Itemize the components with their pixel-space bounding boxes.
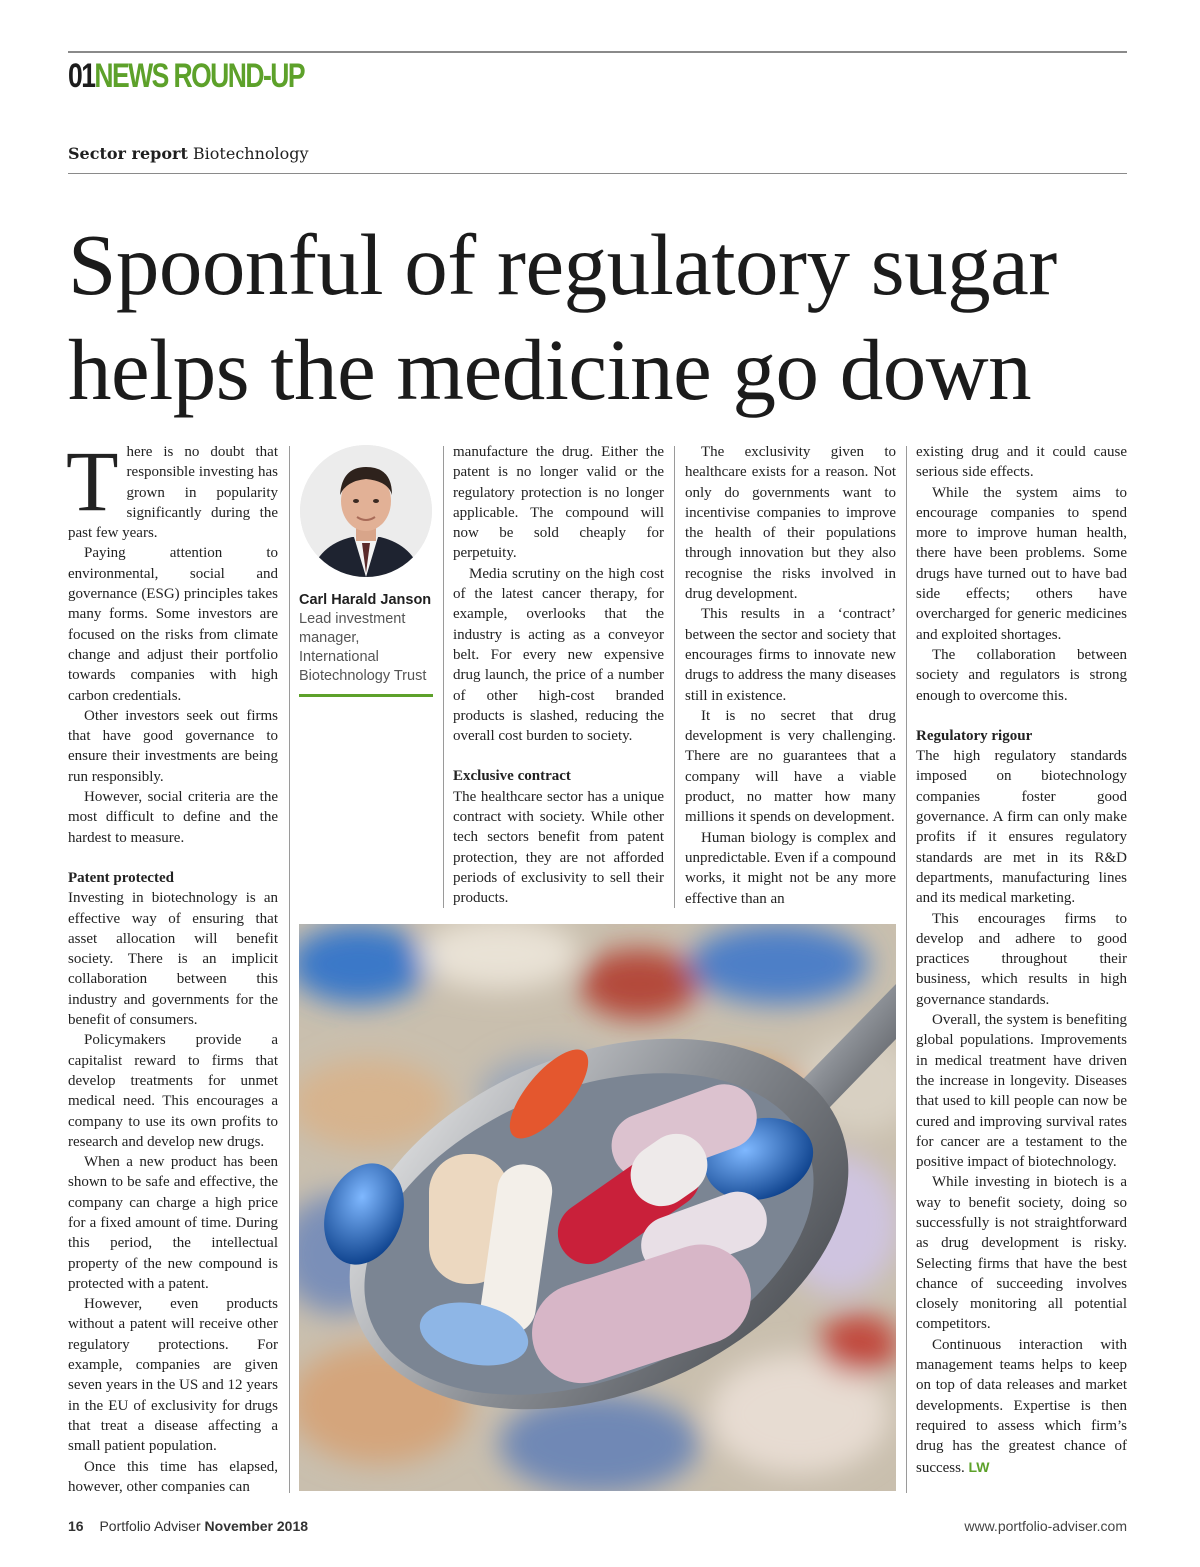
column-divider xyxy=(906,446,907,1493)
website-url: www.portfolio-adviser.com xyxy=(964,1518,1127,1534)
author-accent-bar xyxy=(299,694,433,697)
author-signoff: LW xyxy=(968,1458,990,1475)
subheading-exclusive-contract: Exclusive contract xyxy=(453,768,571,785)
article-paragraph: Media scrutiny on the high cost of the latest cancer therapy, for example, overlooks that the industry is acting as a conveyor belt. For every new expensive drug launch, the price of a number of other high-cost branded products is slashed, reducing the overall cost burden to society. xyxy=(453,565,664,745)
kicker-topic: Biotechnology xyxy=(192,144,309,163)
article-paragraph: This encourages firms to develop and adhere to good practices throughout their business, which results in high governance standards. xyxy=(916,910,1127,1008)
headline xyxy=(68,212,1168,422)
section-title: NEWS ROUND-UP xyxy=(94,57,304,95)
subheading-regulatory-rigour: Regulatory rigour xyxy=(916,727,1033,744)
subheading-patent-protected: Patent protected xyxy=(68,869,174,886)
article-paragraph: When a new product has been shown to be safe and effective, the company can charge a high price for a fixed amount of time. During this period, the intellectual property of the new compound is protected with a patent. xyxy=(68,1154,278,1292)
headline-line-2: helps the medicine go down xyxy=(68,321,1032,418)
page-footer xyxy=(68,1517,308,1535)
column-divider xyxy=(289,446,290,1493)
column-divider xyxy=(674,446,675,908)
article-paragraph: The high regulatory standards imposed on biotechnology companies foster good governance. A firm can only make profits if it ensures regulatory standards are met in its R&D departments, manufacturing lines and its medical marketing. xyxy=(916,748,1127,907)
article-paragraph: The collaboration between society and regulators is strong enough to overcome this. xyxy=(916,646,1127,704)
footer-url xyxy=(964,1517,1127,1535)
page-number: 16 xyxy=(68,1518,84,1534)
article-column-1 xyxy=(66,433,278,1497)
column-divider xyxy=(443,446,444,908)
headline-line-1: Spoonful of regulatory sugar xyxy=(68,216,1057,313)
article-paragraph: However, even products without a patent will receive other regulatory protections. For example, companies are given seven years in the US and 12 years in the EU of exclusivity for drugs that treat a disease affecting a small patient population. xyxy=(68,1296,278,1455)
article-column-4 xyxy=(916,442,1127,1478)
article-paragraph: Once this time has elapsed, however, other companies can xyxy=(68,1458,278,1495)
article-paragraph: However, social criteria are the most difficult to define and the hardest to measure. xyxy=(68,789,278,846)
article-paragraph: Policymakers provide a capitalist reward to firms that develop treatments for unmet medical need. This encourages a company to use its own profits to research and develop new drugs. xyxy=(68,1032,278,1150)
article-column-3 xyxy=(685,442,896,909)
issue-date: November 2018 xyxy=(204,1518,309,1534)
article-paragraph: The exclusivity given to healthcare exists for a reason. Not only do governments want to incentivise companies to improve the health of their populations through innovation but they also recognise the risks involved in drug development. xyxy=(685,444,896,603)
top-rule xyxy=(68,51,1127,53)
kicker-label: Sector report xyxy=(68,144,188,163)
section-number: 01 xyxy=(68,57,95,95)
author-role: Lead investment manager, International Biotechnology Trust xyxy=(299,611,427,684)
author-name: Carl Harald Janson xyxy=(299,592,432,608)
author-avatar xyxy=(300,445,432,577)
sector-kicker xyxy=(68,143,309,165)
article-paragraph: Human biology is complex and unpredictable. Even if a compound works, it might not be any more effective than an xyxy=(685,829,896,907)
article-paragraph: It is no secret that drug development is very challenging. There are no guarantees that a company will have a viable product, no matter how many millions it spends on development. xyxy=(685,707,896,826)
article-paragraph: Paying attention to environmental, social and governance (ESG) principles takes many forms. Some investors are focused on the risks from climate change and adjust their portfolio towards companies with high carbon credentials. xyxy=(68,545,278,704)
article-paragraph: Overall, the system is benefiting global populations. Improvements in medical treatment have driven the increase in longevity. Diseases that used to kill people can now be cured and improving survival rates for cancer are a testament to the positive impact of biotechnology. xyxy=(916,1012,1127,1171)
article-paragraph: This results in a ‘contract’ between the sector and society that encourages firms to innovate new drugs to address the many diseases still in existence. xyxy=(685,606,896,704)
kicker-rule xyxy=(68,173,1127,174)
article-paragraph: manufacture the drug. Either the patent is no longer valid or the regulatory protection is no longer applicable. The compound will now be sold cheaply for perpetuity. xyxy=(453,444,664,562)
publication-name: Portfolio Adviser xyxy=(99,1518,201,1534)
article-paragraph: Other investors seek out firms that have good governance to ensure their investments are being run responsibly. xyxy=(68,707,278,785)
section-header xyxy=(68,56,304,96)
article-paragraph: Investing in biotechnology is an effective way of ensuring that asset allocation will benefit society. There is an implicit collaboration between this industry and governments for the benefit of consumers. xyxy=(68,890,278,1029)
article-column-2 xyxy=(453,442,664,909)
article-paragraph: While investing in biotech is a way to benefit society, doing so successfully is not straightforward as drug development is risky. Selecting firms that have the best chance of succeeding involves closely monitoring all potential competitors. xyxy=(916,1174,1127,1333)
article-paragraph: While the system aims to encourage companies to spend more to improve human health, there have been problems. Some drugs have turned out to have bad side effects; others have overcharged for generic medicines and exploited shortages. xyxy=(916,484,1127,643)
article-paragraph: Continuous interaction with management teams helps to keep on top of data releases and market developments. Expertise is then required to assess which firm’s drug has the greatest chance of success. LW xyxy=(916,1336,1127,1476)
article-paragraph: The healthcare sector has a unique contract with society. While other tech sectors benefit from patent protection, they are not afforded periods of exclusivity to sell their products. xyxy=(453,788,664,907)
article-paragraph: There is no doubt that responsible investing has grown in popularity significantly during the past few years. xyxy=(66,433,278,542)
author-bio xyxy=(299,442,433,697)
pills-on-spoon-photo xyxy=(299,924,896,1491)
article-paragraph: existing drug and it could cause serious side effects. xyxy=(916,444,1127,481)
drop-cap: T xyxy=(66,433,119,529)
